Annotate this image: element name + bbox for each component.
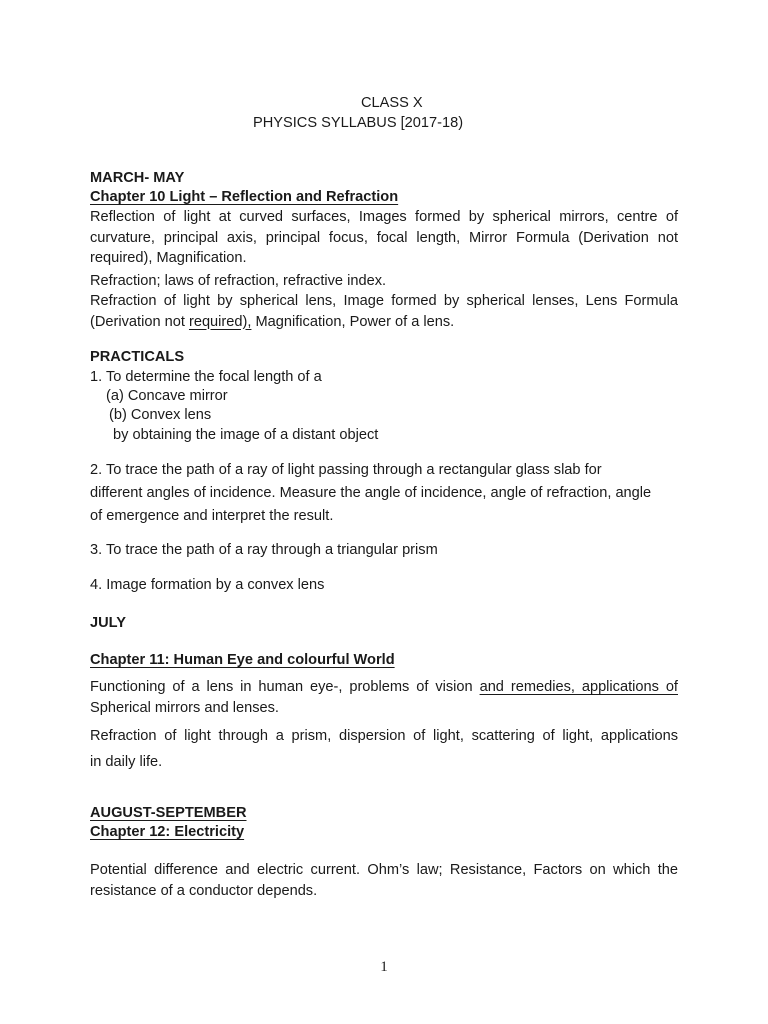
practical-3: 3. To trace the path of a ray through a triangular prism <box>90 542 438 558</box>
page-number: 1 <box>380 959 388 975</box>
syllabus-title: PHYSICS SYLLABUS [2017-18) <box>253 115 464 131</box>
chapter-11-paragraph-1 <box>90 677 678 718</box>
chapter-12-title: Chapter 12: Electricity <box>90 824 245 840</box>
chapter-12-paragraph-1 <box>90 860 678 901</box>
practical-2-line-3: of emergence and interpret the result. <box>90 508 334 524</box>
month-august-september: AUGUST-SEPTEMBER <box>90 805 247 821</box>
para-line: Reflection of light at curved surfaces, Images formed by spherical mirrors, centre of <box>90 209 678 225</box>
practical-1c: by obtaining the image of a distant object <box>113 427 379 443</box>
para-line: in daily life. <box>90 754 163 770</box>
para-line: Refraction of light through a prism, dispersion of light, scattering of light, applications <box>90 728 678 744</box>
chapter-11-paragraph-2 <box>90 723 678 775</box>
chapter-11-title: Chapter 11: Human Eye and colourful World <box>90 652 395 668</box>
chapter-10-title: Chapter 10 Light – Reflection and Refraction <box>90 189 399 205</box>
practical-2-line-2: different angles of incidence. Measure the angle of incidence, angle of refraction, angle <box>90 485 652 501</box>
month-march-may: MARCH- MAY <box>90 170 185 186</box>
underlined-text: required), <box>188 313 252 330</box>
para-line <box>90 677 678 698</box>
underlined-text: and remedies, applications of <box>479 679 678 695</box>
text-run: (Derivation not <box>90 313 189 330</box>
practical-4: 4. Image formation by a convex lens <box>90 577 325 593</box>
practical-1b: (b) Convex lens <box>109 407 212 423</box>
text-run: Magnification, Power of a lens. <box>251 313 455 330</box>
para-line: Refraction of light by spherical lens, Image formed by spherical lenses, Lens Formula <box>90 293 678 309</box>
chapter-10-paragraph-1 <box>90 207 678 269</box>
practicals-heading: PRACTICALS <box>90 349 185 365</box>
para-line: resistance of a conductor depends. <box>90 882 318 899</box>
practical-1: 1. To determine the focal length of a <box>90 369 322 385</box>
class-heading: CLASS X <box>361 95 423 111</box>
text-run: Functioning of a lens in human eye-, problems of vision <box>90 679 480 695</box>
chapter-10-refraction-laws: Refraction; laws of refraction, refractive index. <box>90 273 387 289</box>
chapter-10-paragraph-2 <box>90 291 678 332</box>
practical-1a: (a) Concave mirror <box>106 388 228 404</box>
month-july: JULY <box>90 615 126 631</box>
para-line <box>90 312 678 333</box>
para-line: curvature, principal axis, principal focus, focal length, Mirror Formula (Derivation not <box>90 229 678 246</box>
para-line: Potential difference and electric current. Ohm’s law; Resistance, Factors on which the <box>90 862 678 878</box>
practical-2-line-1: 2. To trace the path of a ray of light passing through a rectangular glass slab for <box>90 462 602 478</box>
para-line: required), Magnification. <box>90 250 247 266</box>
para-line: Spherical mirrors and lenses. <box>90 699 279 716</box>
